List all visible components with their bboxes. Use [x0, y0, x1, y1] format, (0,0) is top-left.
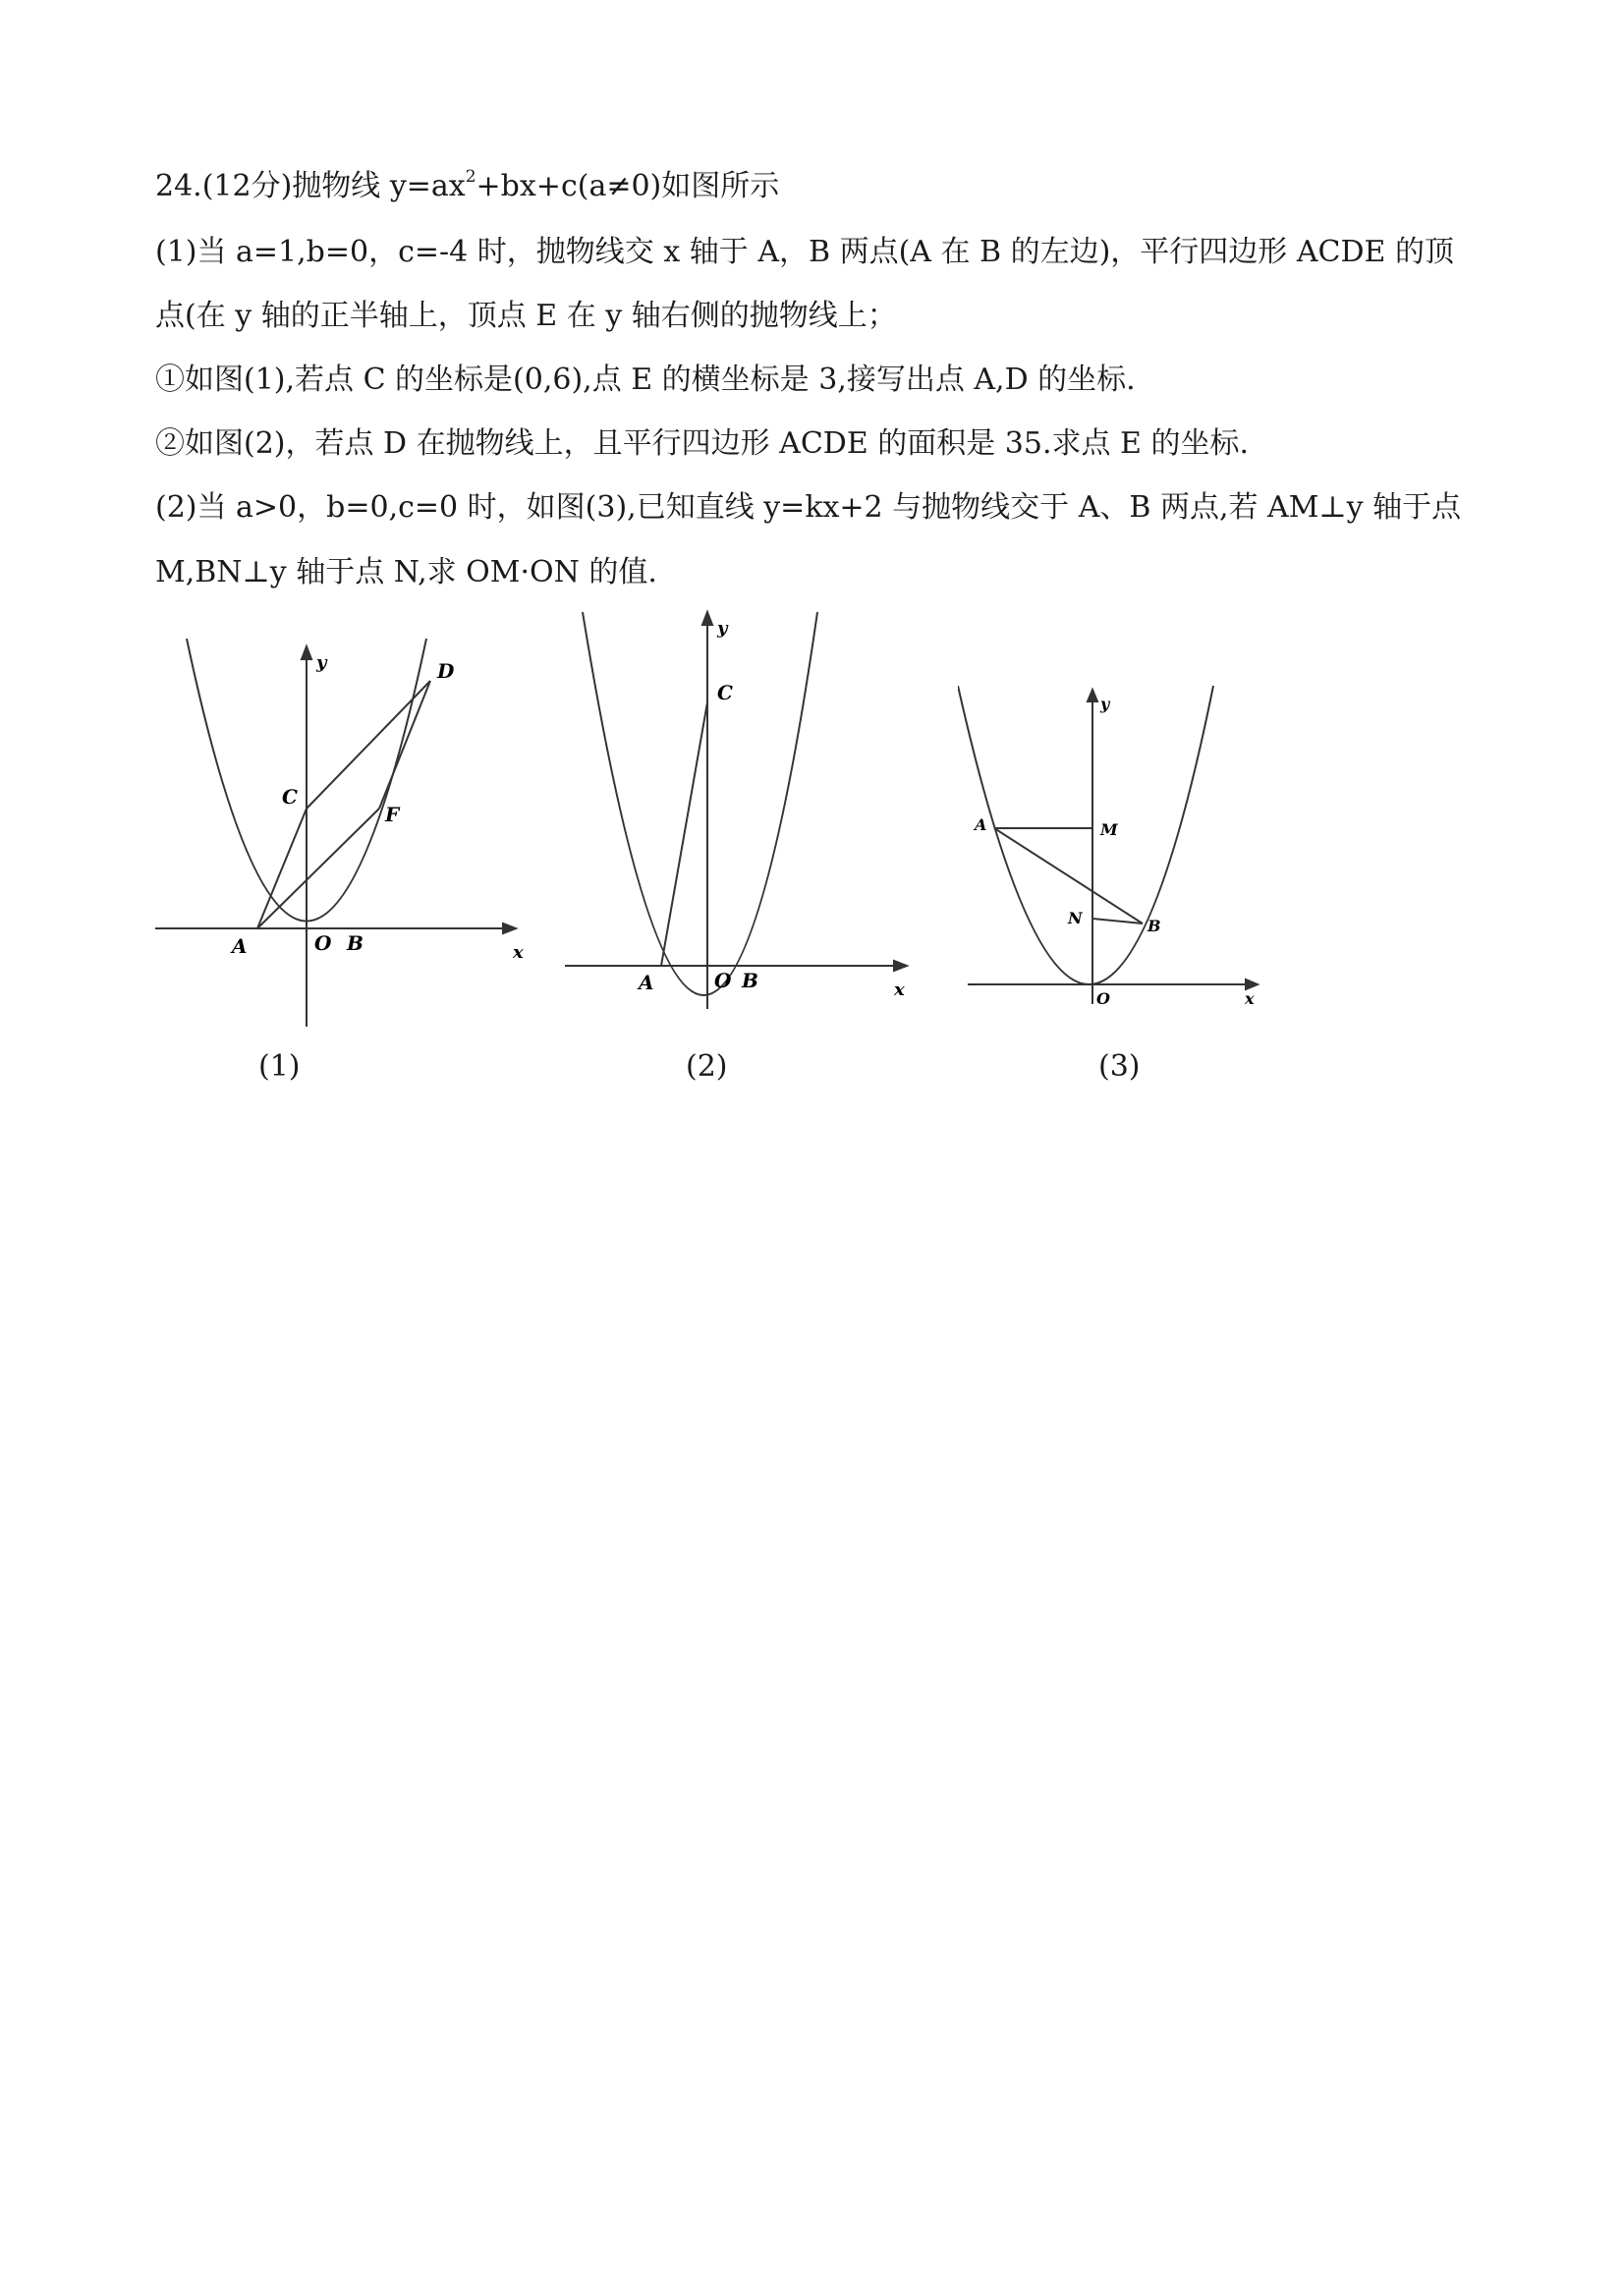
label-B: B: [742, 969, 758, 992]
label-A: A: [975, 815, 987, 834]
caption-3: (3): [1098, 1049, 1141, 1084]
segment-AC: [661, 702, 707, 966]
label-x: x: [1245, 989, 1255, 1008]
part2-question-cont: M,BN⊥y 轴于点 N,求 OM·ON 的值.: [155, 555, 657, 589]
segment-AC: [257, 809, 307, 928]
label-D: D: [437, 659, 455, 683]
label-N: N: [1068, 909, 1083, 927]
segment-FD: [379, 681, 430, 809]
label-y: y: [1100, 695, 1110, 713]
label-C: C: [717, 681, 733, 704]
segment-CD: [307, 681, 430, 809]
segment-AF: [257, 809, 379, 928]
x-axis-arrow: [894, 961, 907, 971]
label-x: x: [513, 942, 524, 963]
label-O: O: [714, 969, 732, 992]
heading-text-2: +bx+c(a≠0)如图所示: [476, 169, 780, 203]
label-M: M: [1100, 820, 1118, 839]
y-axis-arrow: [702, 612, 712, 625]
caption-2: (2): [686, 1049, 728, 1084]
x-axis-arrow: [503, 924, 516, 933]
x-axis-arrow: [1246, 980, 1258, 989]
label-A: A: [639, 971, 654, 994]
label-C: C: [282, 785, 298, 809]
exponent: 2: [465, 167, 476, 187]
y-axis-arrow: [302, 646, 311, 659]
label-O: O: [1096, 989, 1110, 1008]
label-F: F: [385, 803, 400, 826]
parabola: [958, 686, 1213, 984]
part2-question: (2)当 a>0，b=0,c=0 时，如图(3),已知直线 y=kx+2 与抛物线交于 A、B 两点,若 AM⊥y 轴于点: [155, 490, 1462, 525]
label-y: y: [717, 618, 728, 639]
figure-3: [958, 678, 1272, 1022]
sub-question-1: ①如图(1),若点 C 的坐标是(0,6),点 E 的横坐标是 3,接写出点 A,D 的坐标.: [155, 363, 1136, 397]
label-x: x: [894, 980, 905, 1000]
parabola: [583, 612, 817, 995]
caption-1: (1): [258, 1049, 301, 1084]
problem-heading: [155, 167, 779, 206]
figure-1: [147, 629, 540, 1041]
part1-conditions: (1)当 a=1,b=0，c=-4 时，抛物线交 x 轴于 A，B 两点(A 在 B 的左边)，平行四边形 ACDE 的顶: [155, 235, 1454, 269]
figure-2: [555, 604, 919, 1027]
heading-text-1: 24.(12分)抛物线 y=ax: [155, 169, 466, 203]
label-A: A: [232, 934, 248, 958]
label-O: O: [314, 931, 332, 955]
label-B: B: [347, 931, 364, 955]
sub-question-2: ②如图(2)，若点 D 在抛物线上，且平行四边形 ACDE 的面积是 35.求点 E 的坐标.: [155, 426, 1250, 461]
label-y: y: [316, 652, 327, 673]
y-axis-arrow: [1088, 690, 1097, 701]
label-B: B: [1147, 917, 1161, 935]
part1-conditions-cont: 点(在 y 轴的正半轴上，顶点 E 在 y 轴右侧的抛物线上；: [155, 299, 897, 333]
